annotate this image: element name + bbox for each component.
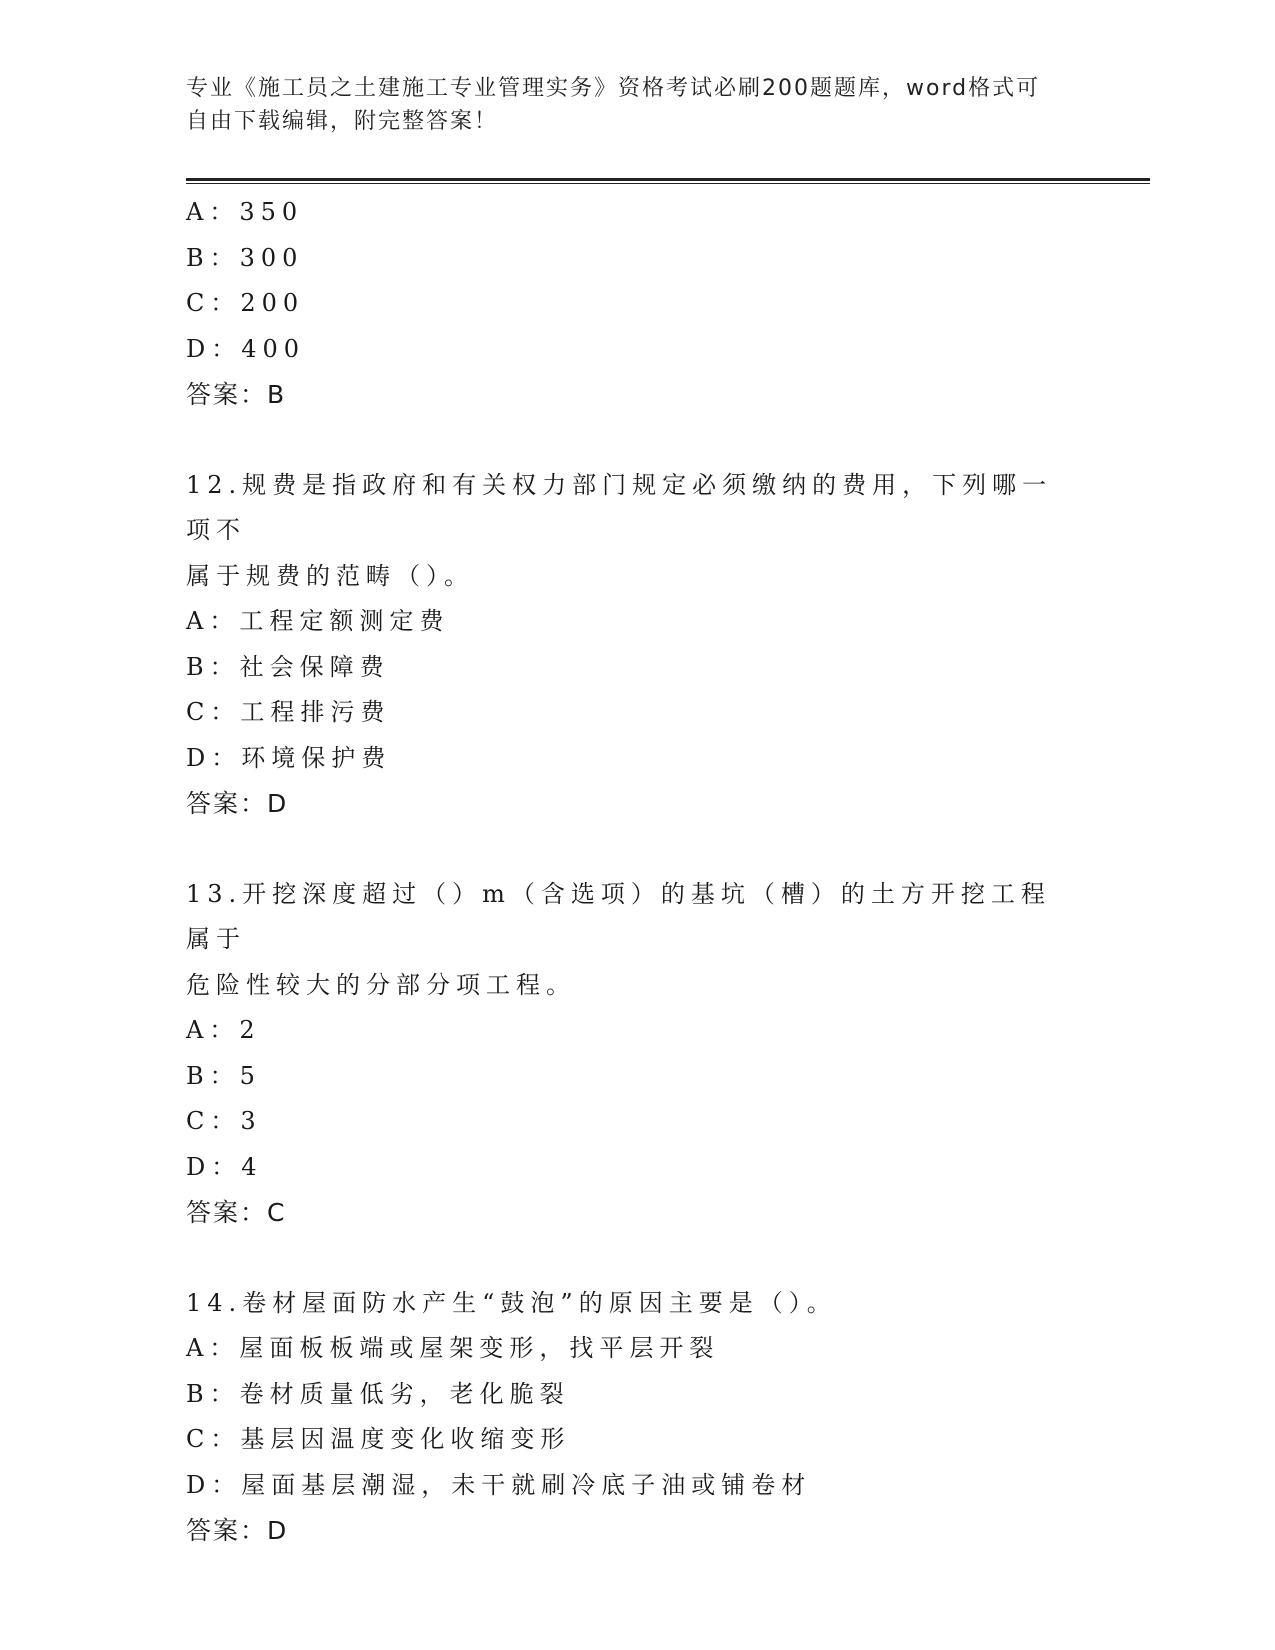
- option-c: C：200: [186, 289, 305, 317]
- option-c: C：3: [186, 1107, 262, 1135]
- option-d: D：环境保护费: [186, 743, 392, 772]
- answer-line: 答案：D: [186, 789, 289, 818]
- option-c: C：工程排污费: [186, 698, 391, 726]
- question-13: [186, 872, 1086, 1236]
- question-text-line-1: 14.卷材屋面防水产生“鼓泡”的原因主要是（）。: [186, 1288, 837, 1317]
- document-header: [186, 72, 1066, 138]
- option-a: A：工程定额测定费: [186, 607, 450, 635]
- question-text-line-1: 13.开挖深度超过（）m（含选项）的基坑（槽）的土方开挖工程属于: [186, 879, 1051, 953]
- option-b: B：300: [186, 243, 304, 272]
- question-text-line-2: 危险性较大的分部分项工程。: [186, 970, 576, 999]
- option-d: D：400: [186, 334, 306, 363]
- question-text-line-1: 12.规费是指政府和有关权力部门规定必须缴纳的费用，下列哪一项不: [186, 470, 1053, 544]
- header-rule-thick: [186, 178, 1150, 181]
- option-c: C：基层因温度变化收缩变形: [186, 1425, 571, 1453]
- option-a: A：2: [186, 1016, 261, 1044]
- question-text-line-2: 属于规费的范畴（）。: [186, 561, 474, 590]
- question-12: [186, 463, 1086, 827]
- header-line-1: 专业《施工员之土建施工专业管理实务》资格考试必刷200题题库，word格式可: [186, 76, 1041, 101]
- prev-question-block: [186, 190, 1086, 418]
- answer-line: 答案：B: [186, 380, 287, 409]
- option-a: A：350: [186, 198, 304, 226]
- question-14: [186, 1281, 1086, 1554]
- answer-line: 答案：C: [186, 1198, 287, 1227]
- option-b: B：卷材质量低劣，老化脆裂: [186, 1379, 570, 1408]
- option-b: B：5: [186, 1061, 261, 1090]
- document-body: [186, 190, 1086, 1554]
- option-a: A：屋面板板端或屋架变形，找平层开裂: [186, 1334, 720, 1362]
- header-rule-thin: [186, 183, 1150, 184]
- header-line-2: 自由下载编辑，附完整答案！: [186, 109, 499, 134]
- option-b: B：社会保障费: [186, 652, 390, 681]
- option-d: D：4: [186, 1152, 263, 1181]
- option-d: D：屋面基层潮湿，未干就刷冷底子油或铺卷材: [186, 1470, 812, 1499]
- answer-line: 答案：D: [186, 1516, 289, 1545]
